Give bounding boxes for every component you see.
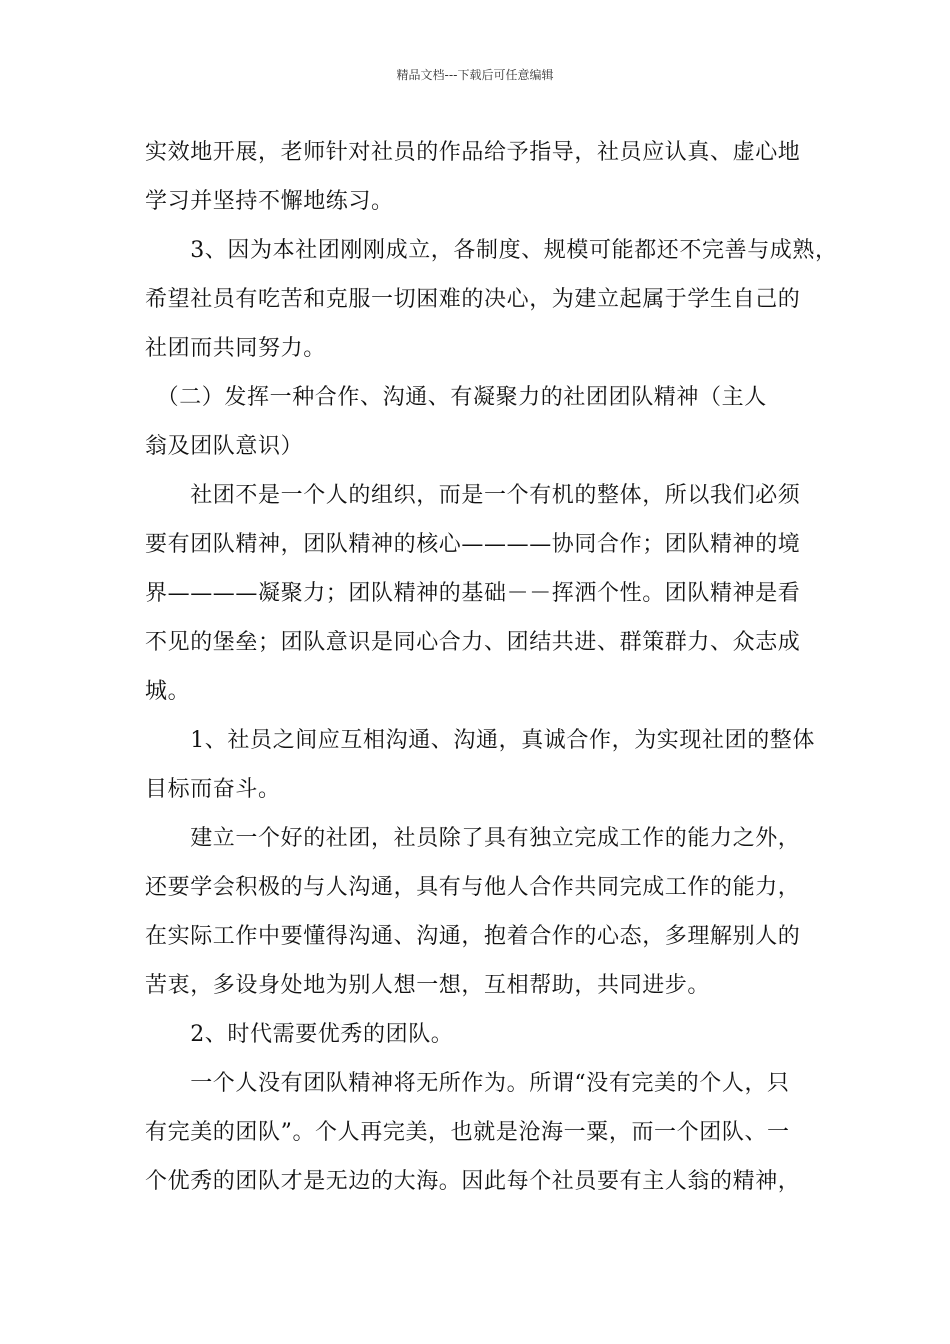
paragraph-item-2: [145, 1010, 835, 1059]
paragraph-section-heading: [145, 373, 835, 471]
text-line: 社团而共同努力。: [145, 336, 326, 361]
text-line: 在实际工作中要懂得沟通、沟通，抱着合作的心态，多理解别人的: [145, 924, 801, 949]
text-line: 个优秀的团队才是无边的大海。因此每个社员要有主人翁的精神，: [145, 1169, 801, 1194]
text-line: 学习并坚持不懈地练习。: [145, 189, 394, 214]
page-header: 精品文档---下载后可任意编辑: [396, 68, 554, 82]
text-line: 2、时代需要优秀的团队。: [145, 1022, 454, 1047]
text-line: 有完美的团队”。个人再完美，也就是沧海一粟，而一个团队、一: [145, 1120, 790, 1145]
text-line: 城。: [145, 679, 191, 704]
text-line: 3、因为本社团刚刚成立，各制度、规模可能都还不完善与成熟，: [145, 238, 838, 263]
text-line: 一个人没有团队精神将无所作为。所谓“没有完美的个人，只: [145, 1071, 790, 1096]
text-line: 实效地开展，老师针对社员的作品给予指导，社员应认真、虚心地: [145, 140, 801, 165]
paragraph-continuation: [145, 128, 835, 226]
paragraph-item-3: [145, 226, 838, 373]
text-line: 界————凝聚力；团队精神的基础－－挥洒个性。团队精神是看: [145, 581, 801, 606]
text-line: 1、社员之间应互相沟通、沟通，真诚合作，为实现社团的整体: [145, 728, 815, 753]
paragraph-team-spirit: [145, 471, 835, 716]
text-line: 社团不是一个人的组织，而是一个有机的整体，所以我们必须: [145, 483, 801, 508]
text-line: （二）发挥一种合作、沟通、有凝聚力的社团团队精神（主人: [145, 385, 767, 410]
paragraph-individual: [145, 1059, 835, 1206]
document-body: [145, 128, 838, 1206]
text-line: 要有团队精神，团队精神的核心————协同合作；团队精神的境: [145, 532, 801, 557]
text-line: 建立一个好的社团，社员除了具有独立完成工作的能力之外，: [145, 826, 801, 851]
text-line: 苦衷，多设身处地为别人想一想，互相帮助，共同进步。: [145, 973, 711, 998]
paragraph-build-club: [145, 814, 835, 1010]
text-line: 还要学会积极的与人沟通，具有与他人合作共同完成工作的能力，: [145, 875, 801, 900]
text-line: 希望社员有吃苦和克服一切困难的决心，为建立起属于学生自己的: [145, 287, 801, 312]
text-line: 目标而奋斗。: [145, 777, 281, 802]
text-line: 翁及团队意识）: [145, 434, 304, 459]
paragraph-item-1: [145, 716, 835, 814]
text-line: 不见的堡垒；团队意识是同心合力、团结共进、群策群力、众志成: [145, 630, 801, 655]
